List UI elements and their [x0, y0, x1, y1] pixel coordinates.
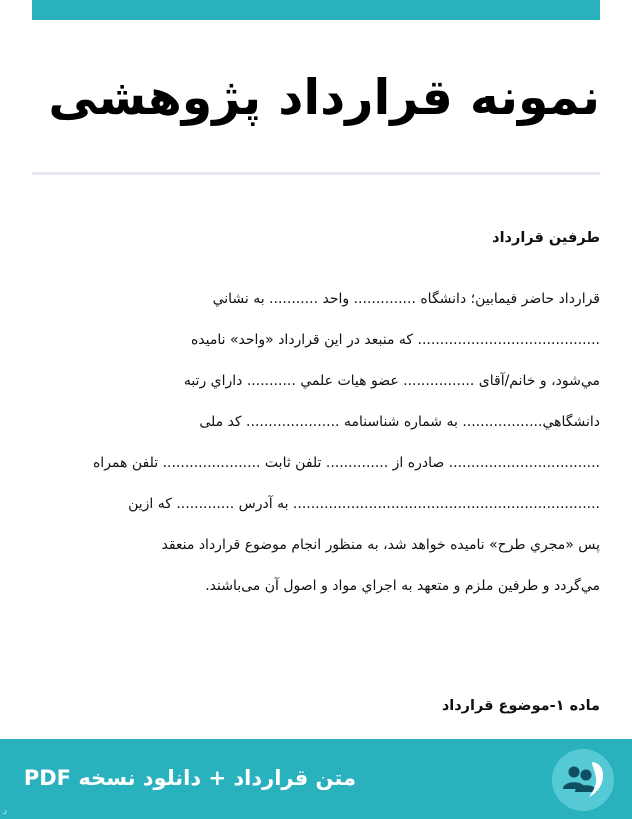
paragraph-line: مي‌گردد و طرفين ملزم و متعهد به اجراي مواد و اصول آن مى‌باشند.	[205, 578, 600, 594]
page-title: نمونه قرارداد پژوهشی	[48, 69, 600, 126]
corner-mark: ر	[3, 805, 7, 814]
users-chat-icon	[552, 749, 614, 811]
paragraph-line: پس «مجري طرح» ناميده خواهد شد، به منظور انجام موضوع قرارداد منعقد	[161, 537, 600, 553]
paragraph-line: قرارداد حاضر فیمابین؛ دانشگاه .............. واحد ........... به نشاني	[212, 291, 600, 307]
footer-banner[interactable]	[0, 739, 632, 819]
paragraph-line: ......................................... كه منبعد در اين قرارداد «واحد» ناميده	[190, 332, 600, 348]
section-heading-parties: طرفین قرارداد	[492, 230, 600, 246]
contract-paragraph	[32, 284, 600, 612]
paragraph-line: مي‌شود، و خانم/آقاى ................ عضو هيات علمي ........... داراي رتبه	[183, 373, 600, 389]
title-divider	[32, 172, 600, 175]
top-accent-bar	[32, 0, 600, 20]
paragraph-line: ..................................................................... به آدرس ............. كه ازين	[128, 496, 600, 512]
section-heading-article-1: ماده ۱-موضوع قرارداد	[441, 698, 600, 714]
download-banner-text[interactable]: متن قرارداد + دانلود نسخه PDF	[23, 766, 356, 790]
paragraph-line: دانشگاهي.................. به شماره شناسنامه ..................... كد ملى	[199, 414, 600, 430]
paragraph-line: .................................. صادره از .............. تلفن ثابت ...................... تلفن همراه	[92, 455, 600, 471]
